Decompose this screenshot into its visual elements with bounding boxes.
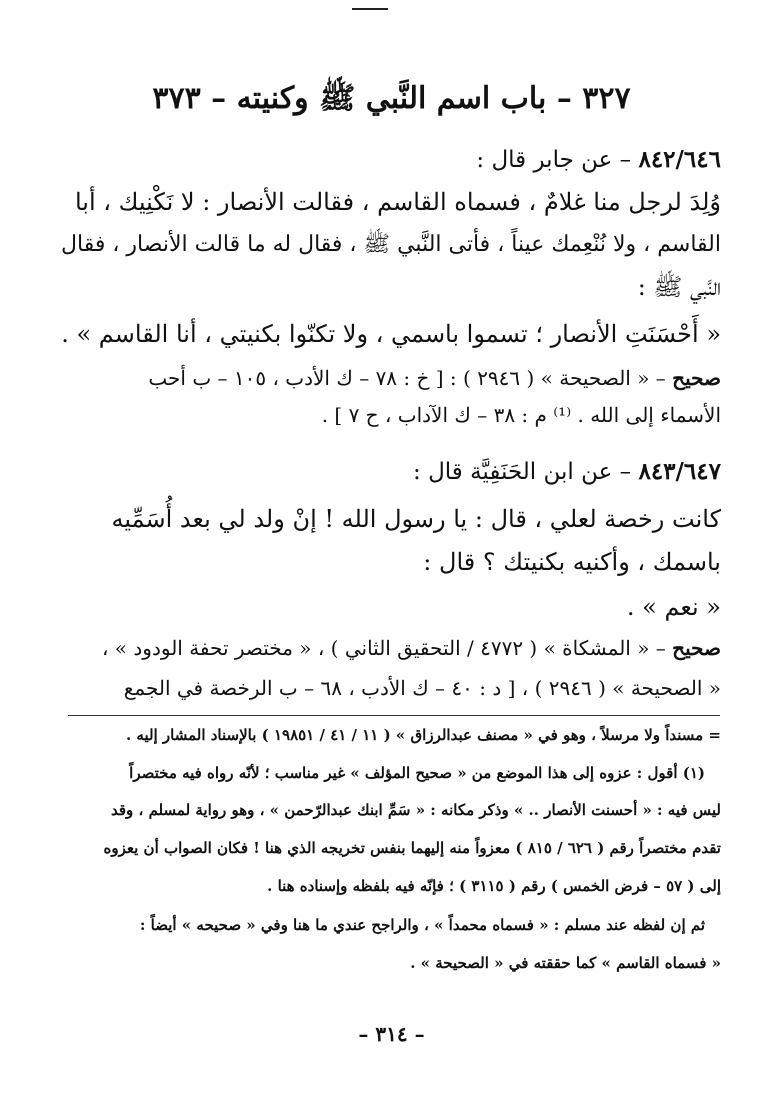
top-mark [352,8,388,10]
hadith-2-text-line: « نعم » . [626,593,721,621]
hadith-2-number: ٨٤٣/٦٤٧ [638,458,721,485]
hadith-1-heading [476,146,721,173]
footnote-line: ثم إن لفظه عند مسلم : « فسماه محمداً » ، والراجح عندي ما هنا وفي « صحيحه » أيضاً : [139,916,705,934]
hadith-1-grade: صحيح [672,366,721,390]
hadith-2-reference [102,636,721,660]
hadith-1-reference-line: – « الصحيحة » ( ٢٩٤٦ ) : [ خ : ٧٨ – ك الأدب ، ١٠٥ – ب أحب [148,366,673,390]
hadith-1-text-line: وُلِدَ لرجل منا غلامٌ ، فسماه القاسم ، فقالت الأنصار : لا نَكْنِيك ، أبا [74,188,721,216]
hadith-2-chain: – عن ابن الحَنَفِيَّة قال : [413,459,639,485]
footnote-line: إلى ( ٥٧ – فرض الخمس ) رقم ( ٣١١٥ ) ؛ فإنّه فيه بلفظه وإسناده هنا . [267,877,721,895]
footnote-line: (١) أقول : عزوه إلى هذا الموضع من « صحيح المؤلف » غير مناسب ؛ لأنّه رواه فيه مختصراً [129,764,705,782]
hadith-1-number: ٨٤٢/٦٤٦ [638,146,721,173]
footnote-separator [68,715,720,716]
hadith-2-reference-line: – « المشكاة » ( ٤٧٧٢ / التحقيق الثاني ) ، « مختصر تحفة الودود » ، [101,636,673,660]
footnote-line: « فسماه القاسم » كما حققته في « الصحيحة » . [410,954,721,972]
hadith-1-reference-line: الأسماء إلى الله . ⁽¹⁾ م : ٣٨ – ك الآداب ، ح ٧ ] . [321,403,721,427]
hadith-2-reference-line: « الصحيحة » ( ٢٩٤٦ ) ، [ د : ٤٠ – ك الأدب ، ٦٨ – ب الرخصة في الجمع [123,676,721,700]
footnote-line: تقدم مختصراً رقم ( ٦٢٦ / ٨١٥ ) معزواً منه إليهما بنفس تخريجه الذي هنا ! فكان الصواب أن يعزوه [103,839,721,857]
hadith-2-heading [413,458,721,485]
footnote-line: ليس فيه : « أحسنت الأنصار .. » وذكر مكانه : « سَمِّ ابنك عبدالرّحمن » ، وهو رواية لمسلم ، وقد [111,801,721,819]
page-number: – ٣١٤ – [358,1022,425,1046]
hadith-1-reference [148,366,721,390]
chapter-title: ٣٢٧ – باب اسم النَّبي ﷺ وكنيته – ٣٧٣ [152,81,631,116]
hadith-1-chain: – عن جابر قال : [476,147,639,173]
hadith-1-text-line: القاسم ، ولا نُنْعِمك عيناً ، فأتى النَّبي ﷺ ، فقال له ما قالت الأنصار ، فقال [61,232,721,257]
hadith-2-grade: صحيح [672,636,721,660]
hadith-1-text-line: « أَحْسَنَتِ الأنصار ؛ تسموا باسمي ، ولا تكنّوا بكنيتي ، أنا القاسم » . [61,320,721,348]
hadith-1-text-line: النَّبي ﷺ : [637,273,721,301]
hadith-2-text-line: باسمك ، وأكنيه بكنيتك ؟ قال : [423,548,721,576]
footnote-line: = مسنداً ولا مرسلاً ، وهو في « مصنف عبدالرزاق » ( ١١ / ٤١ / ١٩٨٥١ ) بالإسناد المشار إليه . [125,726,721,744]
hadith-2-text-line: كانت رخصة لعلي ، قال : يا رسول الله ! إنْ ولد لي بعد أُسَمِّيه [111,505,721,533]
